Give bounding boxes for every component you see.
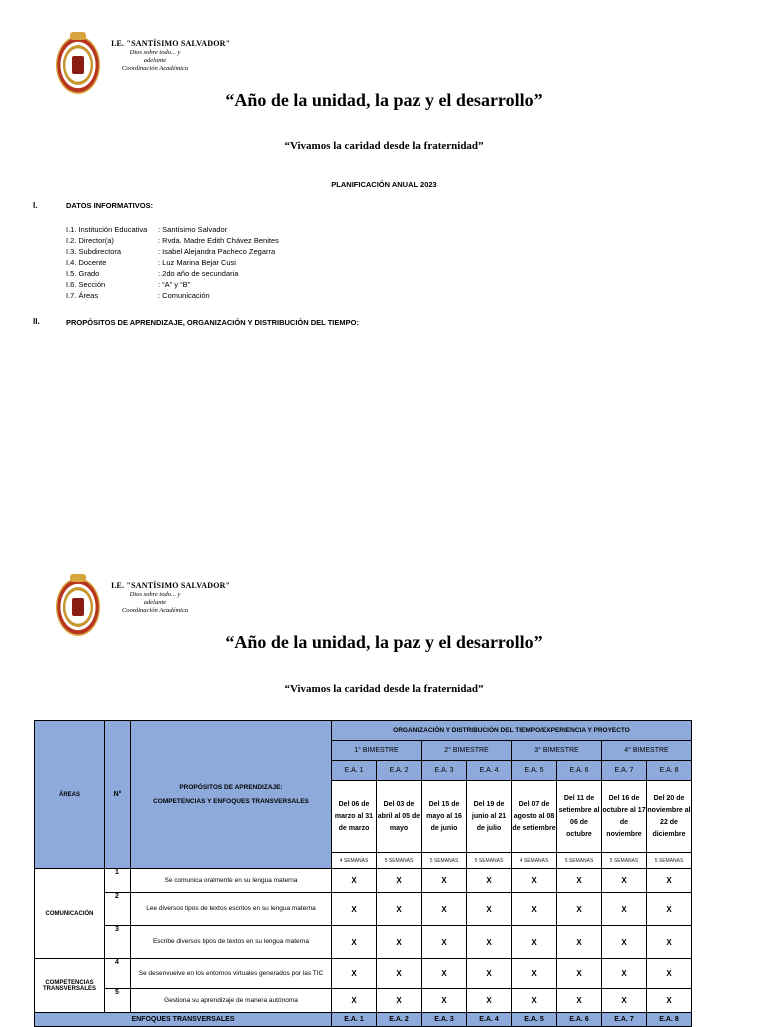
mark-cell: X — [647, 989, 692, 1013]
area-cell: COMUNICACIÓN — [35, 869, 105, 959]
mark-cell: X — [422, 989, 467, 1013]
mark-cell: X — [647, 926, 692, 959]
table-row — [35, 1013, 692, 1027]
date-range: Del 20 de noviembre al 22 de diciembre — [647, 781, 692, 853]
weeks-count: 5 SEMANAS — [602, 853, 647, 869]
ea-header: E.A. 8 — [647, 761, 692, 781]
year-title: “Año de la unidad, la paz y el desarrollo” — [225, 90, 543, 110]
section-2-title: PROPÓSITOS DE APRENDIZAJE, ORGANIZACIÓN Y DISTRIBUCIÓN DEL TIEMPO: — [66, 318, 359, 327]
info-value: : Santísimo Salvador — [158, 225, 228, 234]
ea-header: E.A. 2 — [377, 761, 422, 781]
motto-line-2: Coordinación Académica — [121, 65, 189, 72]
table-row — [35, 893, 692, 926]
ea-header: E.A. 8 — [647, 1013, 692, 1027]
purpose-header-line-1: PROPÓSITOS DE APRENDIZAJE: — [179, 783, 283, 791]
mark-cell: X — [557, 893, 602, 926]
mark-cell: X — [377, 989, 422, 1013]
date-range: Del 03 de abril al 05 de mayo — [377, 781, 422, 853]
weeks-count: 5 SEMANAS — [377, 853, 422, 869]
bimester-header: 4° BIMESTRE — [602, 741, 692, 761]
mark-cell: X — [512, 989, 557, 1013]
mark-cell: X — [557, 869, 602, 893]
competency-number: 2 — [105, 893, 131, 926]
mark-cell: X — [377, 893, 422, 926]
weeks-count: 5 SEMANAS — [467, 853, 512, 869]
info-value: : “A” y “B” — [158, 280, 191, 289]
ea-header: E.A. 1 — [332, 761, 377, 781]
section-2-number: II. — [33, 317, 40, 326]
table-row — [35, 926, 692, 959]
competency-number: 4 — [105, 959, 131, 989]
weeks-count: 5 SEMANAS — [557, 853, 602, 869]
mark-cell: X — [557, 959, 602, 989]
subtitle: “Vivamos la caridad desde la fraternidad” — [284, 140, 484, 152]
motto-line-1: Dios sobre todo... y adelante — [129, 591, 181, 606]
mark-cell: X — [332, 869, 377, 893]
competency-text: Escribe diversos tipos de textos en su lengua materna — [131, 926, 332, 959]
mark-cell: X — [512, 893, 557, 926]
ea-header: E.A. 1 — [332, 1013, 377, 1027]
mark-cell: X — [377, 869, 422, 893]
school-name: I.E. "SANTÍSIMO SALVADOR" — [111, 39, 231, 48]
school-name: I.E. "SANTÍSIMO SALVADOR" — [111, 581, 231, 590]
ea-header: E.A. 3 — [422, 1013, 467, 1027]
ea-header: E.A. 7 — [602, 761, 647, 781]
mark-cell: X — [422, 893, 467, 926]
mark-cell: X — [377, 959, 422, 989]
motto-line-2: Coordinación Académica — [121, 607, 189, 614]
bimester-header: 3° BIMESTRE — [512, 741, 602, 761]
info-value: : Luz Marina Bejar Cusi — [158, 258, 236, 267]
mark-cell: X — [647, 893, 692, 926]
info-label: I.7. Áreas — [66, 291, 99, 300]
date-range: Del 07 de agosto al 08 de setiembre — [512, 781, 557, 853]
areas-header: ÁREAS — [35, 721, 105, 869]
weeks-count: 4 SEMANAS — [512, 853, 557, 869]
ea-header: E.A. 5 — [512, 761, 557, 781]
ea-header: E.A. 3 — [422, 761, 467, 781]
school-seal-logo — [56, 36, 100, 94]
school-motto — [118, 591, 192, 615]
mark-cell: X — [512, 869, 557, 893]
mark-cell: X — [512, 926, 557, 959]
mark-cell: X — [557, 989, 602, 1013]
mark-cell: X — [602, 959, 647, 989]
mark-cell: X — [422, 926, 467, 959]
competency-number: 1 — [105, 869, 131, 893]
weeks-count: 5 SEMANAS — [422, 853, 467, 869]
mark-cell: X — [422, 959, 467, 989]
mark-cell: X — [467, 926, 512, 959]
competency-text: Se desenvuelve en los entornos virtuales generados por las TIC — [131, 959, 332, 989]
mark-cell: X — [602, 926, 647, 959]
competency-text: Se comunica oralmente en su lengua materna — [131, 869, 332, 893]
mark-cell: X — [602, 869, 647, 893]
mark-cell: X — [647, 959, 692, 989]
bimester-header: 1° BIMESTRE — [332, 741, 422, 761]
subtitle: “Vivamos la caridad desde la fraternidad” — [284, 683, 484, 695]
info-value: : Comunicación — [158, 291, 210, 300]
number-header: N° — [105, 721, 131, 869]
bimester-header: 2° BIMESTRE — [422, 741, 512, 761]
mark-cell: X — [647, 869, 692, 893]
ea-header: E.A. 6 — [557, 761, 602, 781]
mark-cell: X — [557, 926, 602, 959]
info-label: I.4. Docente — [66, 258, 107, 267]
info-value: : Isabel Alejandra Pacheco Zegarra — [158, 247, 276, 256]
purpose-header — [131, 721, 332, 869]
school-motto — [118, 49, 192, 73]
competency-text: Gestiona su aprendizaje de manera autónoma — [131, 989, 332, 1013]
ea-header: E.A. 5 — [512, 1013, 557, 1027]
weeks-count: 5 SEMANAS — [647, 853, 692, 869]
competency-number: 5 — [105, 989, 131, 1013]
mark-cell: X — [467, 893, 512, 926]
date-range: Del 15 de mayo al 16 de junio — [422, 781, 467, 853]
info-label: I.3. Subdirectora — [66, 247, 122, 256]
mark-cell: X — [332, 926, 377, 959]
ea-header: E.A. 4 — [467, 761, 512, 781]
purpose-header-line-2: COMPETENCIAS Y ENFOQUES TRANSVERSALES — [153, 797, 309, 805]
ea-header: E.A. 2 — [377, 1013, 422, 1027]
section-1-number: I. — [33, 201, 38, 210]
ea-header: E.A. 6 — [557, 1013, 602, 1027]
mark-cell: X — [422, 869, 467, 893]
mark-cell: X — [332, 989, 377, 1013]
date-range: Del 19 de junio al 21 de julio — [467, 781, 512, 853]
mark-cell: X — [602, 989, 647, 1013]
table-row — [35, 959, 692, 989]
info-label: I.1. Institución Educativa — [66, 225, 148, 234]
school-seal-logo — [56, 578, 100, 636]
planning-table — [34, 720, 692, 1027]
section-1-title: DATOS INFORMATIVOS: — [66, 201, 154, 210]
mark-cell: X — [377, 926, 422, 959]
plan-title: PLANIFICACIÓN ANUAL 2023 — [331, 180, 437, 189]
ea-header: E.A. 7 — [602, 1013, 647, 1027]
mark-cell: X — [602, 893, 647, 926]
enfoques-header: ENFOQUES TRANSVERSALES — [35, 1013, 332, 1027]
motto-line-1: Dios sobre todo... y adelante — [129, 49, 181, 64]
info-label: I.6. Sección — [66, 280, 106, 289]
date-range: Del 16 de octubre al 17 de noviembre — [602, 781, 647, 853]
table-row — [35, 989, 692, 1013]
table-row — [35, 869, 692, 893]
info-label: I.2. Director(a) — [66, 236, 114, 245]
info-value: : Rvda. Madre Edith Chávez Benites — [158, 236, 279, 245]
mark-cell: X — [467, 959, 512, 989]
info-label: I.5. Grado — [66, 269, 100, 278]
mark-cell: X — [332, 893, 377, 926]
mark-cell: X — [467, 989, 512, 1013]
year-title: “Año de la unidad, la paz y el desarrollo” — [225, 632, 543, 652]
mark-cell: X — [332, 959, 377, 989]
competency-text: Lee diversos tipos de textos escritos en su lengua materna — [131, 893, 332, 926]
date-range: Del 06 de marzo al 31 de marzo — [332, 781, 377, 853]
mark-cell: X — [467, 869, 512, 893]
date-range: Del 11 de setiembre al 06 de octubre — [557, 781, 602, 853]
mark-cell: X — [512, 959, 557, 989]
competency-number: 3 — [105, 926, 131, 959]
weeks-count: 4 SEMANAS — [332, 853, 377, 869]
area-cell: COMPETENCIAS TRANSVERSALES — [35, 959, 105, 1013]
ea-header: E.A. 4 — [467, 1013, 512, 1027]
org-header: ORGANIZACIÓN Y DISTRIBUCIÓN DEL TIEMPO/EXPERIENCIA Y PROYECTO — [332, 721, 692, 741]
info-value: : 2do año de secundaria — [158, 269, 239, 278]
